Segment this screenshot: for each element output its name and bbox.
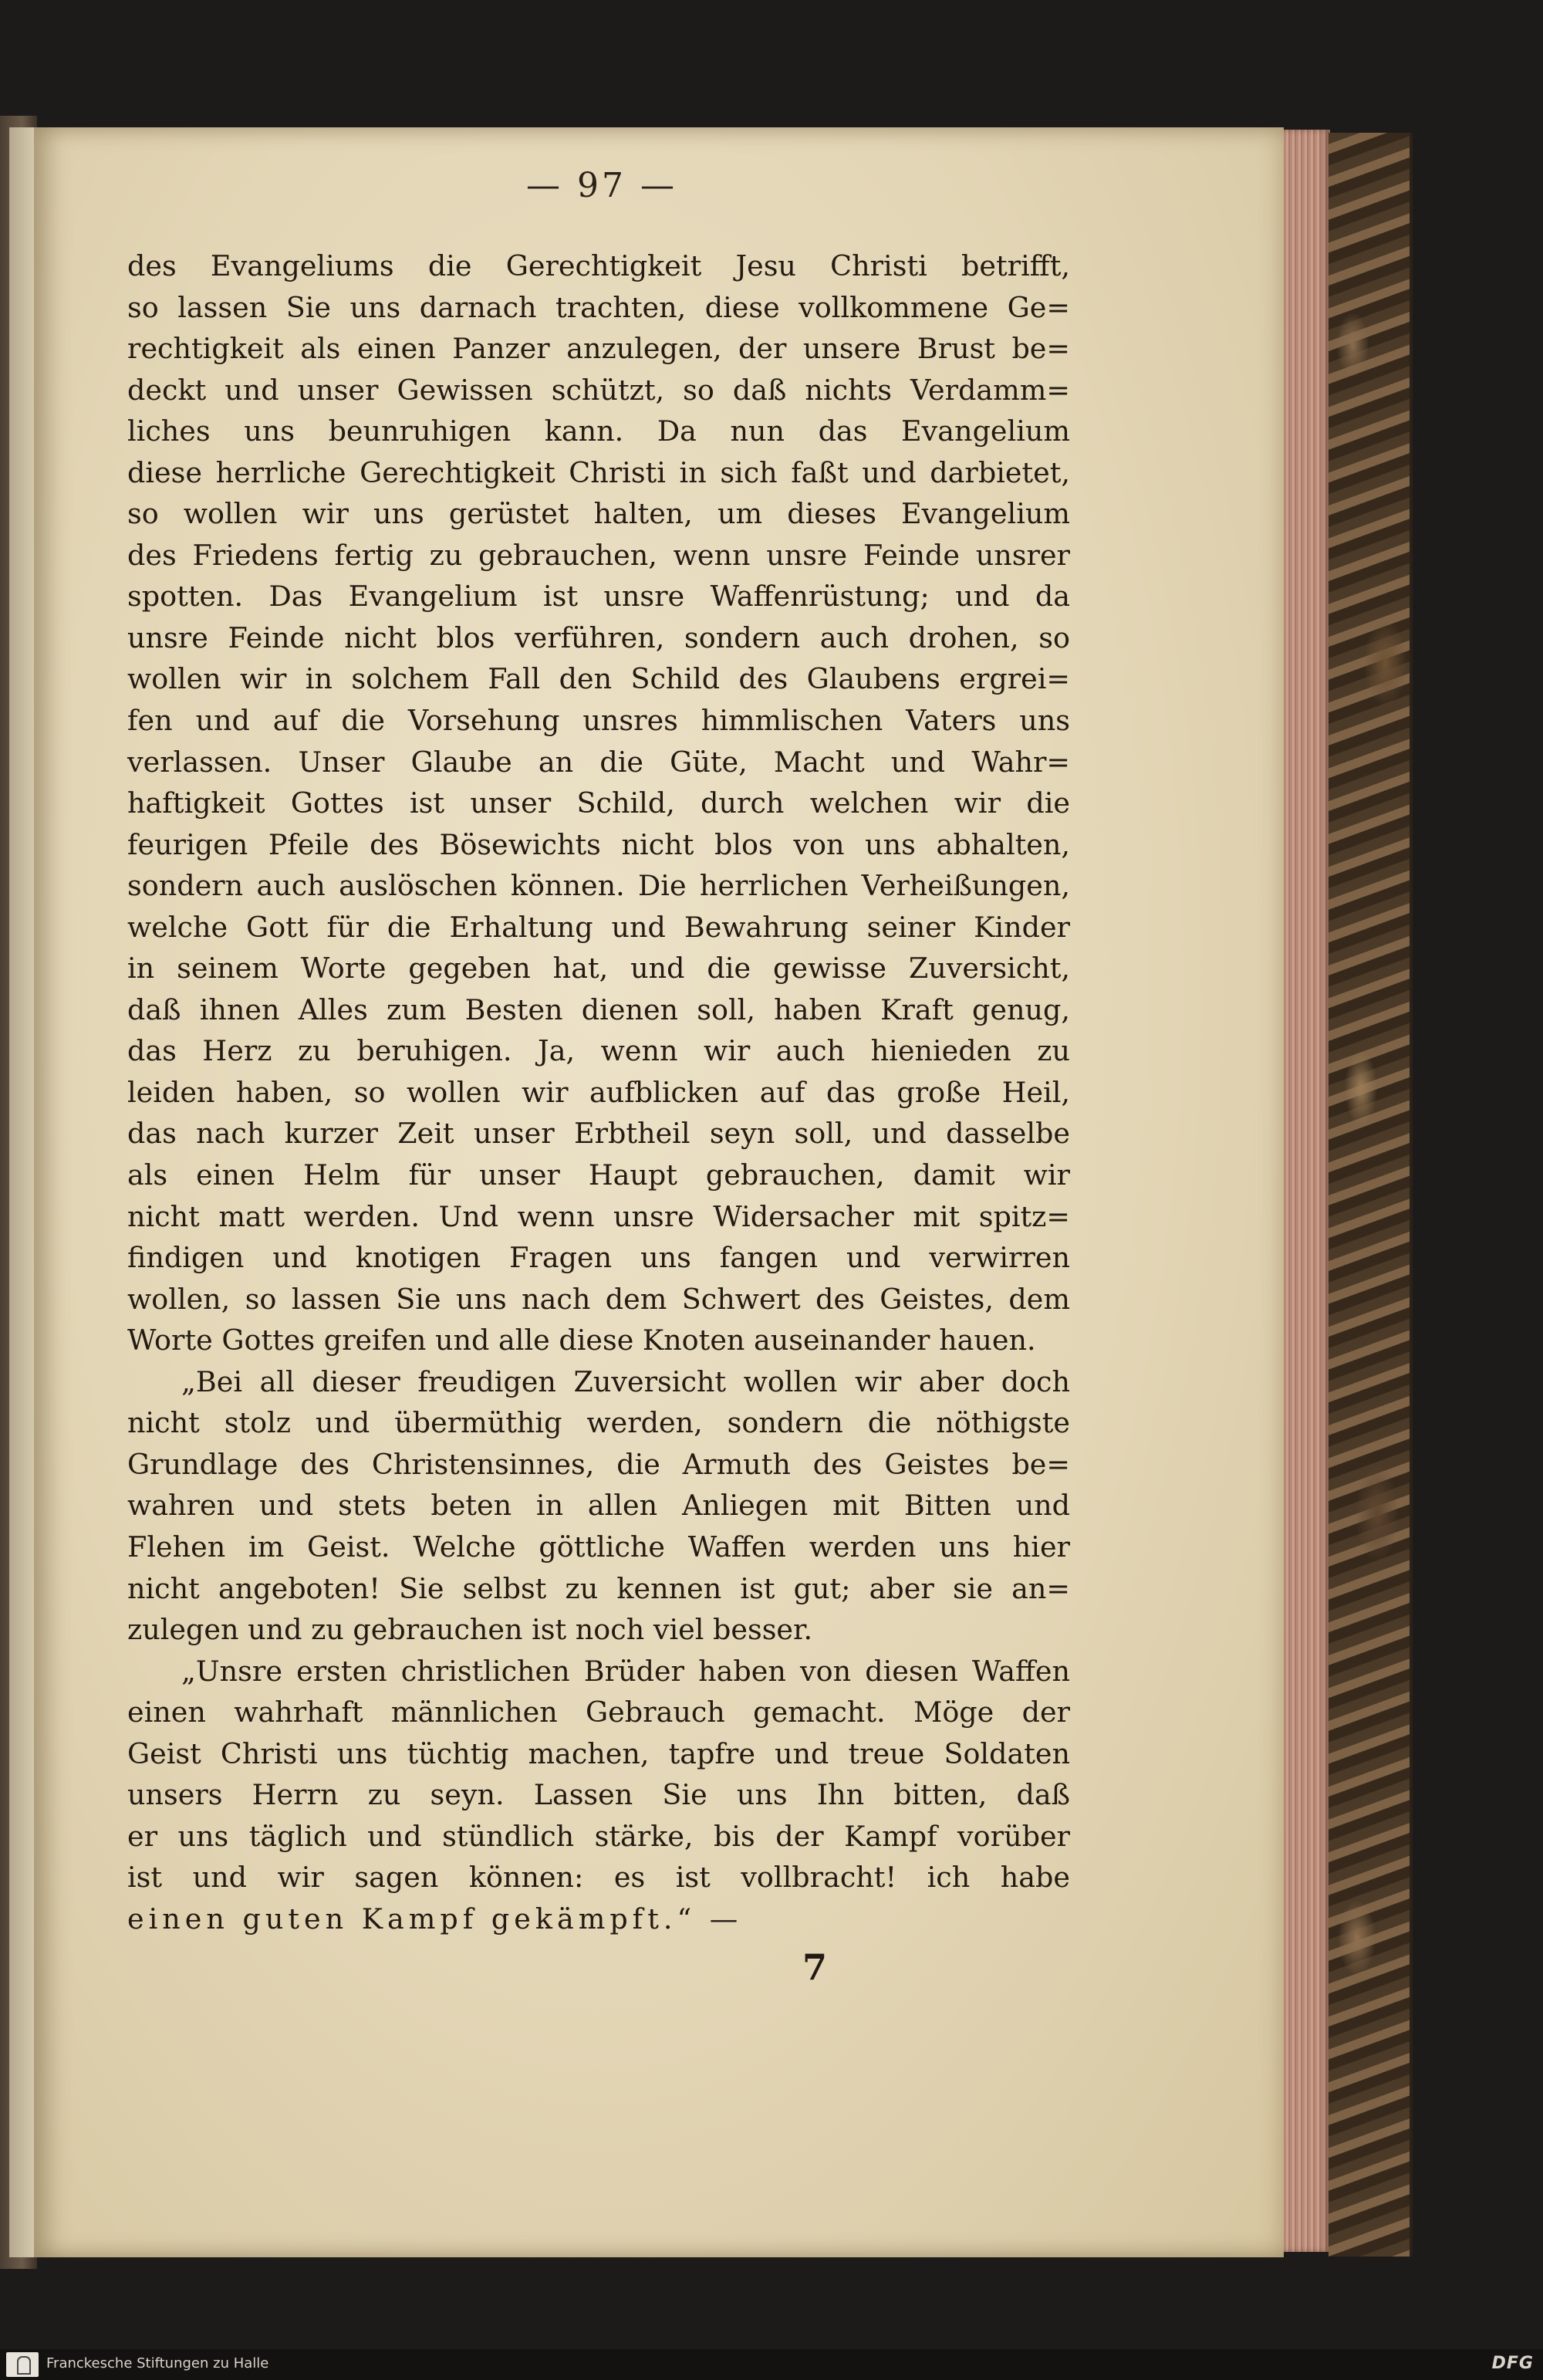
marbled-cover-board <box>1329 133 1413 2257</box>
text-line: einen guten Kampf gekämpft.“ — <box>127 1902 743 1935</box>
text-line: des Friedens fertig zu gebrauchen, wenn unsre Feinde unsrer <box>127 538 1070 572</box>
footer-bar <box>0 2349 1543 2380</box>
text-line: zulegen und zu gebrauchen ist noch viel besser. <box>127 1613 813 1647</box>
text-line: deckt und unser Gewissen schützt, so daß nichts Verdamm= <box>127 373 1070 407</box>
text-line: welche Gott für die Erhaltung und Bewahrung seiner Kinder <box>127 910 1070 944</box>
body-text <box>127 245 1070 1939</box>
text-line: wahren und stets beten in allen Anliegen mit Bitten und <box>127 1489 1070 1523</box>
text-line: „Unsre ersten christlichen Brüder haben von diesen Waffen <box>181 1654 1070 1688</box>
text-line: Flehen im Geist. Welche göttliche Waffen werden uns hier <box>127 1530 1070 1564</box>
text-line: in seinem Worte gegeben hat, und die gewisse Zuversicht, <box>127 952 1070 985</box>
text-line: liches uns beunruhigen kann. Da nun das Evangelium <box>127 414 1070 448</box>
dfg-logo: DFG <box>1491 2354 1534 2373</box>
text-line: wollen, so lassen Sie uns nach dem Schwert des Geistes, dem <box>127 1282 1070 1316</box>
text-line: unsers Herrn zu seyn. Lassen Sie uns Ihn bitten, daß <box>127 1778 1070 1812</box>
text-line: nicht matt werden. Und wenn unsre Widersacher mit spitz= <box>127 1199 1070 1233</box>
text-line: nicht stolz und übermüthig werden, sondern die nöthigste <box>127 1406 1070 1440</box>
text-line: leiden haben, so wollen wir aufblicken auf das große Heil, <box>127 1075 1070 1109</box>
text-line: findigen und knotigen Fragen uns fangen und verwirren <box>127 1241 1070 1275</box>
text-line: sondern auch auslöschen können. Die herrlichen Verheißungen, <box>127 869 1070 903</box>
text-line: einen wahrhaft männlichen Gebrauch gemacht. Möge der <box>127 1695 1070 1729</box>
text-line: unsre Feinde nicht blos verführen, sondern auch drohen, so <box>127 620 1070 654</box>
previous-page-edge <box>9 127 37 2257</box>
text-line: spotten. Das Evangelium ist unsre Waffenrüstung; und da <box>127 580 1070 614</box>
institution-name: Franckesche Stiftungen zu Halle <box>46 2355 269 2372</box>
text-line: ist und wir sagen können: es ist vollbracht! ich habe <box>127 1861 1070 1895</box>
text-line: daß ihnen Alles zum Besten dienen soll, haben Kraft genug, <box>127 992 1070 1026</box>
page-number: — 97 — <box>526 166 677 205</box>
text-line: er uns täglich und stündlich stärke, bis der Kampf vorüber <box>127 1819 1070 1853</box>
text-line: Geist Christi uns tüchtig machen, tapfre und treue Soldaten <box>127 1736 1070 1770</box>
text-line: rechtigkeit als einen Panzer anzulegen, der unsere Brust be= <box>127 332 1070 366</box>
text-line: haftigkeit Gottes ist unser Schild, durch welchen wir die <box>127 786 1070 820</box>
text-line: fen und auf die Vorsehung unsres himmlischen Vaters uns <box>127 704 1070 738</box>
text-line: das Herz zu beruhigen. Ja, wenn wir auch hienieden zu <box>127 1034 1070 1068</box>
text-line: des Evangeliums die Gerechtigkeit Jesu Christi betrifft, <box>127 249 1070 282</box>
text-line: verlassen. Unser Glaube an die Güte, Macht und Wahr= <box>127 745 1070 779</box>
text-line: Grundlage des Christensinnes, die Armuth des Geistes be= <box>127 1447 1070 1481</box>
text-line: nicht angeboten! Sie selbst zu kennen ist gut; aber sie an= <box>127 1571 1070 1605</box>
institution-logo-icon <box>6 2352 39 2377</box>
text-line: so lassen Sie uns darnach trachten, diese vollkommene Ge= <box>127 290 1070 324</box>
text-line: feurigen Pfeile des Bösewichts nicht blos von uns abhalten, <box>127 827 1070 861</box>
text-line: diese herrliche Gerechtigkeit Christi in sich faßt und darbietet, <box>127 455 1070 489</box>
text-line: das nach kurzer Zeit unser Erbtheil seyn soll, und dasselbe <box>127 1117 1070 1151</box>
text-line: so wollen wir uns gerüstet halten, um dieses Evangelium <box>127 497 1070 531</box>
text-line: Worte Gottes greifen und alle diese Knoten auseinander hauen. <box>127 1324 1036 1357</box>
signature-mark: 7 <box>802 1946 828 1988</box>
text-line: wollen wir in solchem Fall den Schild des Glaubens ergrei= <box>127 662 1070 696</box>
page-stack-edges <box>1284 130 1330 2252</box>
text-line: „Bei all dieser freudigen Zuversicht wollen wir aber doch <box>181 1364 1070 1398</box>
text-line: als einen Helm für unser Haupt gebrauchen, damit wir <box>127 1158 1070 1192</box>
